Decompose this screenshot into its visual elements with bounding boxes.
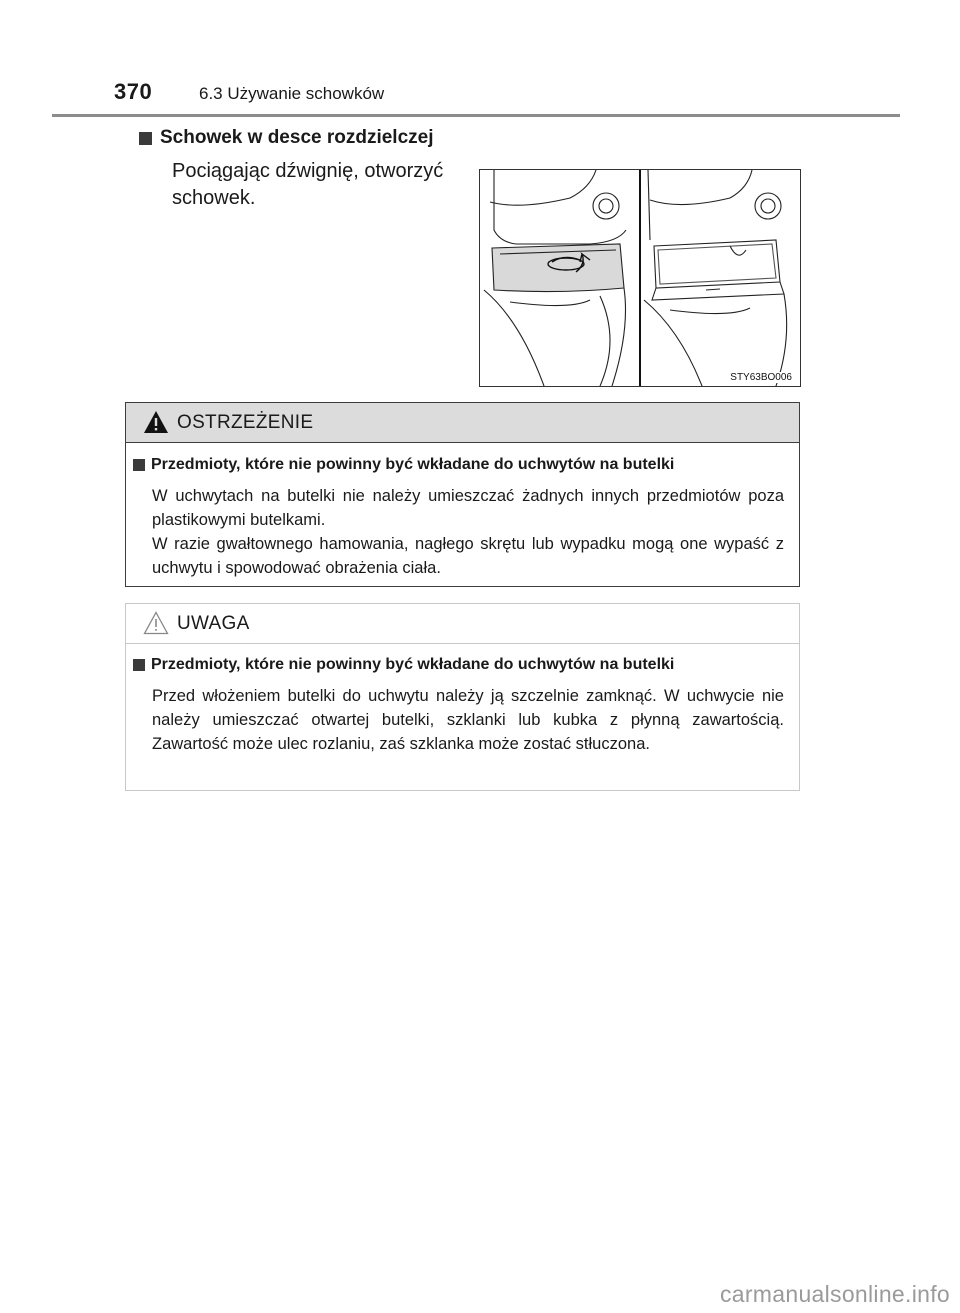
warning-subheading-text: Przedmioty, które nie powinny być wkładane do uchwytów na butelki <box>151 456 675 473</box>
warning-triangle-outline-icon <box>143 611 169 640</box>
notice-subheading <box>133 656 674 674</box>
notice-paragraph: Przed włożeniem butelki do uchwytu należy ją szczelnie zamknąć. W uchwycie nie należy umieszczać otwartej butelki, szklanki lub kubka z płynną zawartością. Zawartość może ulec rozlaniu, zaś szklanka może zostać stłuczona. <box>152 687 784 753</box>
section-heading <box>139 127 434 149</box>
glove-box-open-illustration <box>644 170 787 386</box>
bullet-square-icon <box>133 459 145 471</box>
warning-subheading <box>133 456 674 474</box>
warning-title: OSTRZEŻENIE <box>177 412 314 433</box>
chapter-title: 6.3 Używanie schowków <box>199 84 385 103</box>
bullet-square-icon <box>139 132 152 145</box>
glove-box-closed-illustration <box>484 170 626 386</box>
notice-title: UWAGA <box>177 613 250 634</box>
warning-paragraph: W uchwytach na butelki nie należy umieszczać żadnych innych przedmiotów poza plastikowymi butelkami. <box>152 487 784 529</box>
bullet-square-icon <box>133 659 145 671</box>
notice-body <box>152 684 784 756</box>
warning-triangle-filled-icon <box>143 410 169 439</box>
notice-box <box>125 603 800 791</box>
intro-line: Pociągając dźwignię, otworzyć <box>172 160 444 182</box>
intro-text <box>172 158 472 212</box>
intro-line: schowek. <box>172 187 256 209</box>
glove-box-figure <box>479 169 801 387</box>
watermark: carmanualsonline.info <box>719 1281 950 1307</box>
page-header <box>0 0 960 116</box>
header-divider <box>52 114 900 117</box>
warning-paragraph: W razie gwałtownego hamowania, nagłego skrętu lub wypadku mogą one wypaść z uchwytu i spowodować obrażenia ciała. <box>152 535 784 577</box>
section-heading-text: Schowek w desce rozdzielczej <box>160 127 434 148</box>
notice-subheading-text: Przedmioty, które nie powinny być wkładane do uchwytów na butelki <box>151 656 675 673</box>
warning-box <box>125 402 800 587</box>
warning-header <box>126 403 799 443</box>
figure-code: STY63BO006 <box>730 372 792 383</box>
page-number: 370 <box>114 79 153 104</box>
warning-body <box>152 484 784 580</box>
notice-header <box>126 604 799 644</box>
